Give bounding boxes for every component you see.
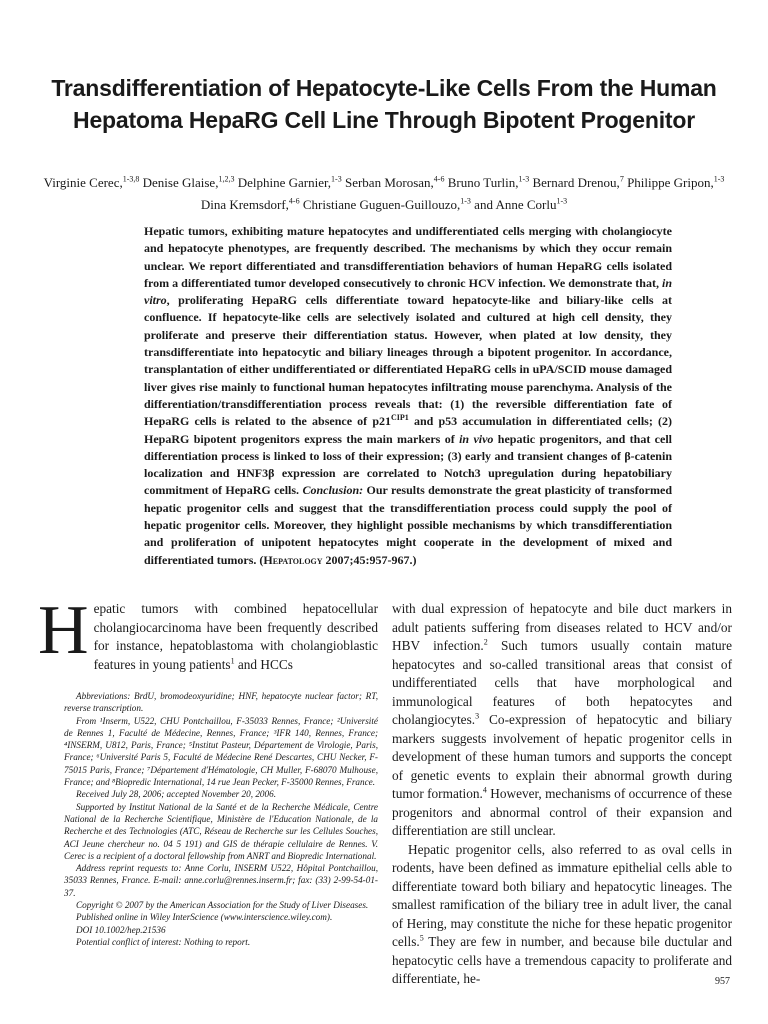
author-affiliation: 4-6 bbox=[288, 196, 300, 206]
article-title: Transdifferentiation of Hepatocyte-Like Cells From the Human Hepatoma HepaRG Cell Line Through Bipotent Progenitor bbox=[51, 75, 717, 133]
abstract-text-4: hepatic progenitors, and that cell differentiation process is linked to loss of their expression; (3) early and transient changes of β-catenin localization and HNF3β expression are correlated to Notch3 upregulation during hepatobiliary commitment of HepaRG cells. bbox=[144, 431, 672, 498]
author-list bbox=[40, 172, 728, 216]
footnotes bbox=[64, 690, 378, 948]
author-affiliation: 7 bbox=[619, 174, 624, 184]
author-affiliation: 4-6 bbox=[433, 174, 445, 184]
author-name: Philippe Gripon, bbox=[627, 175, 714, 190]
footnote-copyright: Copyright © 2007 by the American Association for the Study of Liver Diseases. bbox=[76, 900, 369, 911]
intro-text-right-1d: However, mechanisms of occurrence of these progenitors and abnormal control of their expansion and differentiation are still unclear. bbox=[392, 786, 732, 838]
reference-2[interactable]: 2 bbox=[483, 637, 488, 647]
footnote-funding: Supported by Institut National de la Santé et de la Recherche Médicale, Centre National de la Recherche Scientifique, Ministère de l'Education Nationale, de la Recherche et des Technologies (ATC, Réseau de Recherche sur les Cellules Souches, ACI Jeune chercheur no. 04 5 191) and GIS de thérapie cellulaire de Rennes. V. Cerec is a recipient of a doctoral fellowship from ANRT and Biopredic International. bbox=[64, 801, 378, 861]
footnote-received: Received July 28, 2006; accepted November 20, 2006. bbox=[76, 789, 277, 800]
author-name: Dina Kremsdorf, bbox=[200, 197, 289, 212]
right-column bbox=[392, 600, 732, 989]
reference-5[interactable]: 5 bbox=[419, 933, 424, 943]
footnote-published: Published online in Wiley InterScience (www.interscience.wiley.com). bbox=[76, 912, 333, 923]
intro-paragraph-right-1 bbox=[392, 600, 732, 841]
abstract-conclusion-label: Conclusion: bbox=[302, 483, 364, 498]
intro-paragraph-left bbox=[38, 592, 378, 674]
author-affiliation: 1-3 bbox=[460, 196, 471, 206]
abstract-text-2: , proliferating HepaRG cells differentiate toward hepatocyte-like and biliary-like cells at confluence. If hepatocyte-like cells are selectively isolated and cultured at high cell density, they proliferate and preserve their differentiation status. However, when plated at low density, they transdifferentiate into hepatocytic and biliary lineages through a bipotent progenitor. In accordance, transplantation of either undifferentiated or differentiated HepaRG cells in uPA/SCID mouse damaged liver gives rise mainly to functional human hepatocytes infiltrating mouse parenchyma. Analysis of the differentiation/transdifferentiation process reveals that: (1) the reversible differentiation fate of HepaRG cells is related to the absence of p21 bbox=[144, 293, 672, 429]
author-name: Christiane Guguen-Guillouzo, bbox=[302, 197, 461, 212]
drop-cap: H bbox=[38, 592, 89, 669]
author-name: Bruno Turlin, bbox=[447, 175, 519, 190]
intro-text-right-2a: Hepatic progenitor cells, also referred to as oval cells in rodents, have been defined as immature epithelial cells able to differentiate toward both biliary and hepatocytic lineages. The smallest ramification of the biliary tree in adult liver, the canal of Hering, may constitute the niche for these hepatic progenitor cells. bbox=[392, 841, 732, 949]
abstract-citation: 2007;45:957-967.) bbox=[322, 552, 417, 567]
abstract-journal: Hepatology bbox=[263, 552, 323, 567]
left-column bbox=[38, 592, 378, 674]
abstract-text-3: and p53 accumulation in differentiated cells; (2) HepaRG bipotent progenitors express the main markers of bbox=[144, 414, 672, 446]
intro-text-right-1a: with dual expression of hepatocyte and bile duct markers in adult patients suffering from diseases related to HCV and/or HBV infection. bbox=[392, 601, 732, 653]
footnote-affiliations: From ¹Inserm, U522, CHU Pontchaillou, F-35033 Rennes, France; ²Université de Rennes 1, Faculté de Médecine, Rennes, France; ³IFR 140, Rennes, France; ⁴INSERM, U812, Paris, France; ⁵Institut Pasteur, Département de Virologie, Paris, France; ⁶Université Paris 5, Faculté de Médecine René Descartes, CHU Necker, F-75015 Paris, France; ⁷Département d'Hématologie, CH Muller, F-68070 Mulhouse, France; and ⁸Biopredic International, 14 rue Jean Pecker, F-35000 Rennes, France. bbox=[64, 715, 378, 788]
page-number: 957 bbox=[715, 976, 730, 987]
author-name: and Anne Corlu bbox=[474, 197, 557, 212]
abstract-in-vivo: in vivo bbox=[459, 431, 494, 446]
abstract bbox=[144, 223, 672, 569]
abstract-cip1: CIP1 bbox=[391, 413, 409, 423]
author-affiliation: 1-3,8 bbox=[122, 174, 140, 184]
intro-text-right-2b: They are few in number, and because bile ductular and hepatocytic cells have a tremendous capacity to proliferate and differentiate, he- bbox=[392, 934, 732, 986]
intro-text-right-1c: Co-expression of hepatocytic and biliary markers suggests involvement of hepatic progenitor cells in development of these human tumors and supports the concept of genetic events to explain their abnormal growth during tumor formation. bbox=[392, 712, 732, 801]
intro-paragraph-right-2 bbox=[392, 841, 732, 989]
abstract-text-1: Hepatic tumors, exhibiting mature hepatocytes and undifferentiated cells merging with cholangiocyte and hepatocyte phenotypes, are frequently described. The mechanisms by which they occur remain unclear. We report differentiated and transdifferentiation behaviors of human HepaRG cells isolated from a differentiated tumor developed consecutively to chronic HCV infection. We demonstrate that, bbox=[144, 224, 672, 290]
author-name: Virginie Cerec, bbox=[43, 175, 123, 190]
footnote-conflict: Potential conflict of interest: Nothing to report. bbox=[76, 936, 251, 947]
reference-4[interactable]: 4 bbox=[482, 785, 487, 795]
intro-text-left-b: and HCCs bbox=[234, 656, 293, 672]
author-affiliation: 1-3 bbox=[556, 196, 568, 206]
intro-text-right-1b: Such tumors usually contain mature hepatocytes and so-called transitional areas that consist of undifferentiated cells that have morphological and immunological features of both hepatocytes and cholangiocytes. bbox=[392, 638, 732, 727]
author-name: Delphine Garnier, bbox=[237, 175, 332, 190]
footnote-address: Address reprint requests to: Anne Corlu, INSERM U522, Hôpital Pontchaillou, 35033 Rennes, France. E-mail: anne.corlu@rennes.inserm.fr; fax: (33) 2-99-54-01-37. bbox=[64, 863, 378, 898]
footnote-doi: DOI 10.1002/hep.21536 bbox=[76, 924, 166, 935]
footnote-abbreviations: Abbreviations: BrdU, bromodeoxyuridine; HNF, hepatocyte nuclear factor; RT, reverse transcription. bbox=[64, 691, 378, 714]
author-affiliation: 1-3 bbox=[713, 174, 725, 184]
intro-text-left-a: epatic tumors with combined hepatocellular cholangiocarcinoma have been frequently described for instance, hepatoblastoma with cholangioblastic features in young patients bbox=[93, 601, 378, 672]
abstract-in-vitro: in vitro bbox=[144, 275, 672, 308]
author-affiliation: 1-3 bbox=[518, 174, 530, 184]
reference-3[interactable]: 3 bbox=[475, 711, 480, 721]
abstract-text-5: Our results demonstrate the great plasticity of transformed hepatic progenitor cells and suggest that the transdifferentiation process could supply the pool of hepatic progenitor cells. Moreover, they highlight possible mechanisms by which transdifferentiation and proliferation of unipotent hepatocytes might cooperate in the development of mixed and differentiated tumors. ( bbox=[144, 483, 673, 567]
author-name: Denise Glaise, bbox=[142, 175, 219, 190]
author-name: Bernard Drenou, bbox=[532, 175, 620, 190]
author-affiliation: 1,2,3 bbox=[218, 174, 235, 184]
author-affiliation: 1-3 bbox=[331, 174, 342, 184]
author-name: Serban Morosan, bbox=[344, 175, 434, 190]
reference-1[interactable]: 1 bbox=[230, 656, 235, 666]
